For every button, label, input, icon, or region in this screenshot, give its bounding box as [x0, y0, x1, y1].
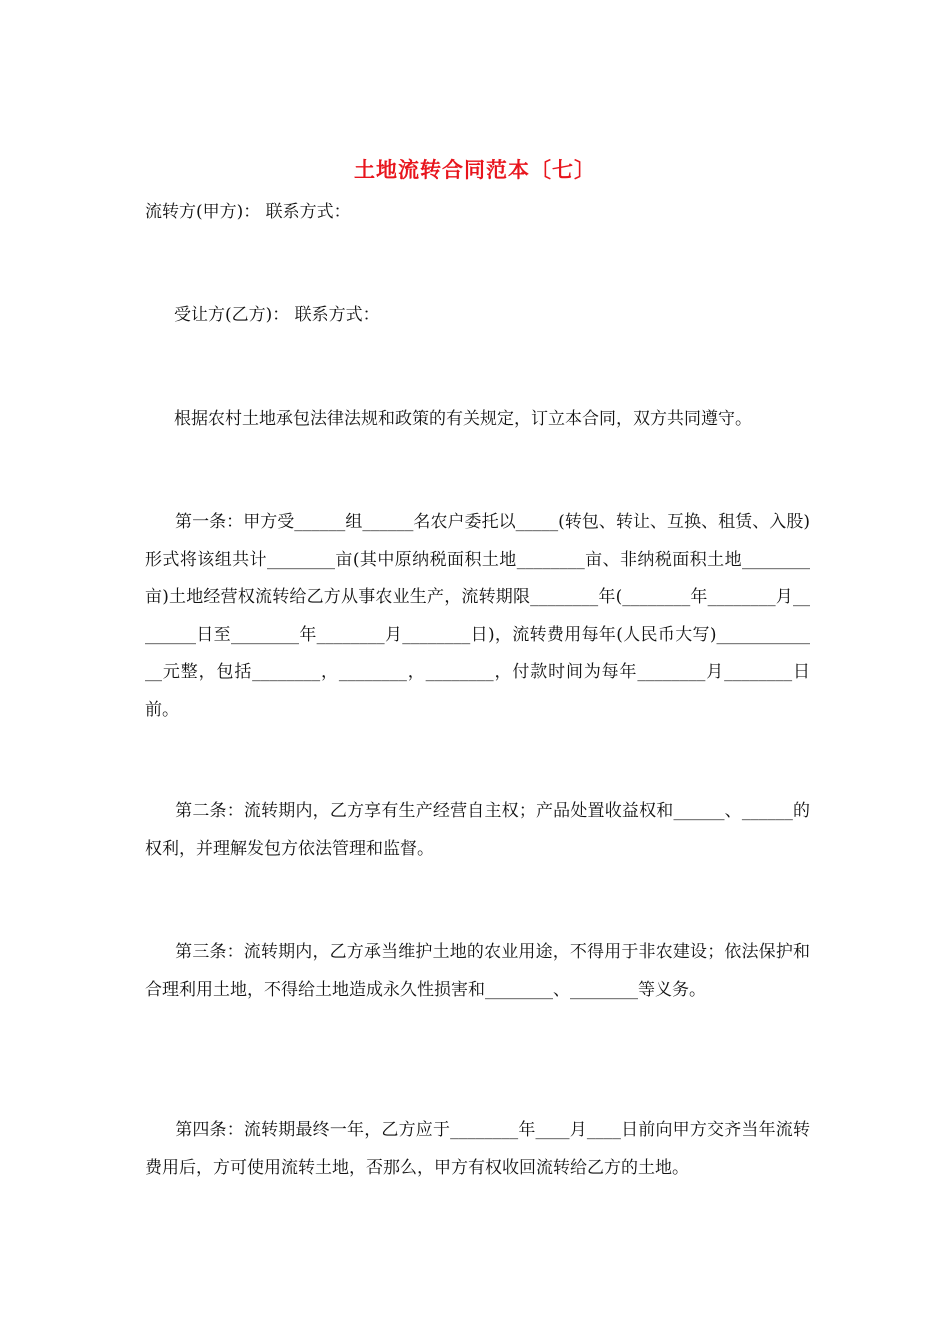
party-b-line: 受让方(乙方)： 联系方式：	[174, 305, 380, 325]
article-2-text: 第二条：流转期内，乙方享有生产经营自主权；产品处置收益权和______、______的权利，并理解发包方依法管理和监督。	[145, 801, 810, 859]
party-a-line: 流转方(甲方)： 联系方式：	[145, 202, 351, 222]
article-1-text: 第一条：甲方受______组______名农户委托以_____(转包、转让、互换、租赁、入股)形式将该组共计________亩(其中原纳税面积土地________亩、非纳税面积土地________亩)土地经营权流转给乙方从事农业生产，流转期限________年(________年________月________日至________年________月________日)，流转费用每年(人民币大写)_____________元整，包括________，________，________，付款时间为每年________月________日前。	[145, 512, 810, 720]
article-3-text: 第三条：流转期内，乙方承当维护土地的农业用途，不得用于非农建设；依法保护和合理利用土地，不得给土地造成永久性损害和________、________等义务。	[145, 942, 810, 1000]
article-1	[145, 504, 810, 729]
article-4-text: 第四条：流转期最终一年，乙方应于________年____月____日前向甲方交齐当年流转费用后，方可使用流转土地，否那么，甲方有权收回流转给乙方的土地。	[145, 1120, 810, 1178]
article-3	[145, 934, 810, 1009]
article-4	[145, 1112, 810, 1187]
article-2	[145, 793, 810, 868]
intro-paragraph: 根据农村土地承包法律法规和政策的有关规定，订立本合同，双方共同遵守。	[174, 409, 752, 429]
document-title: 土地流转合同范本〔七〕	[354, 157, 596, 182]
